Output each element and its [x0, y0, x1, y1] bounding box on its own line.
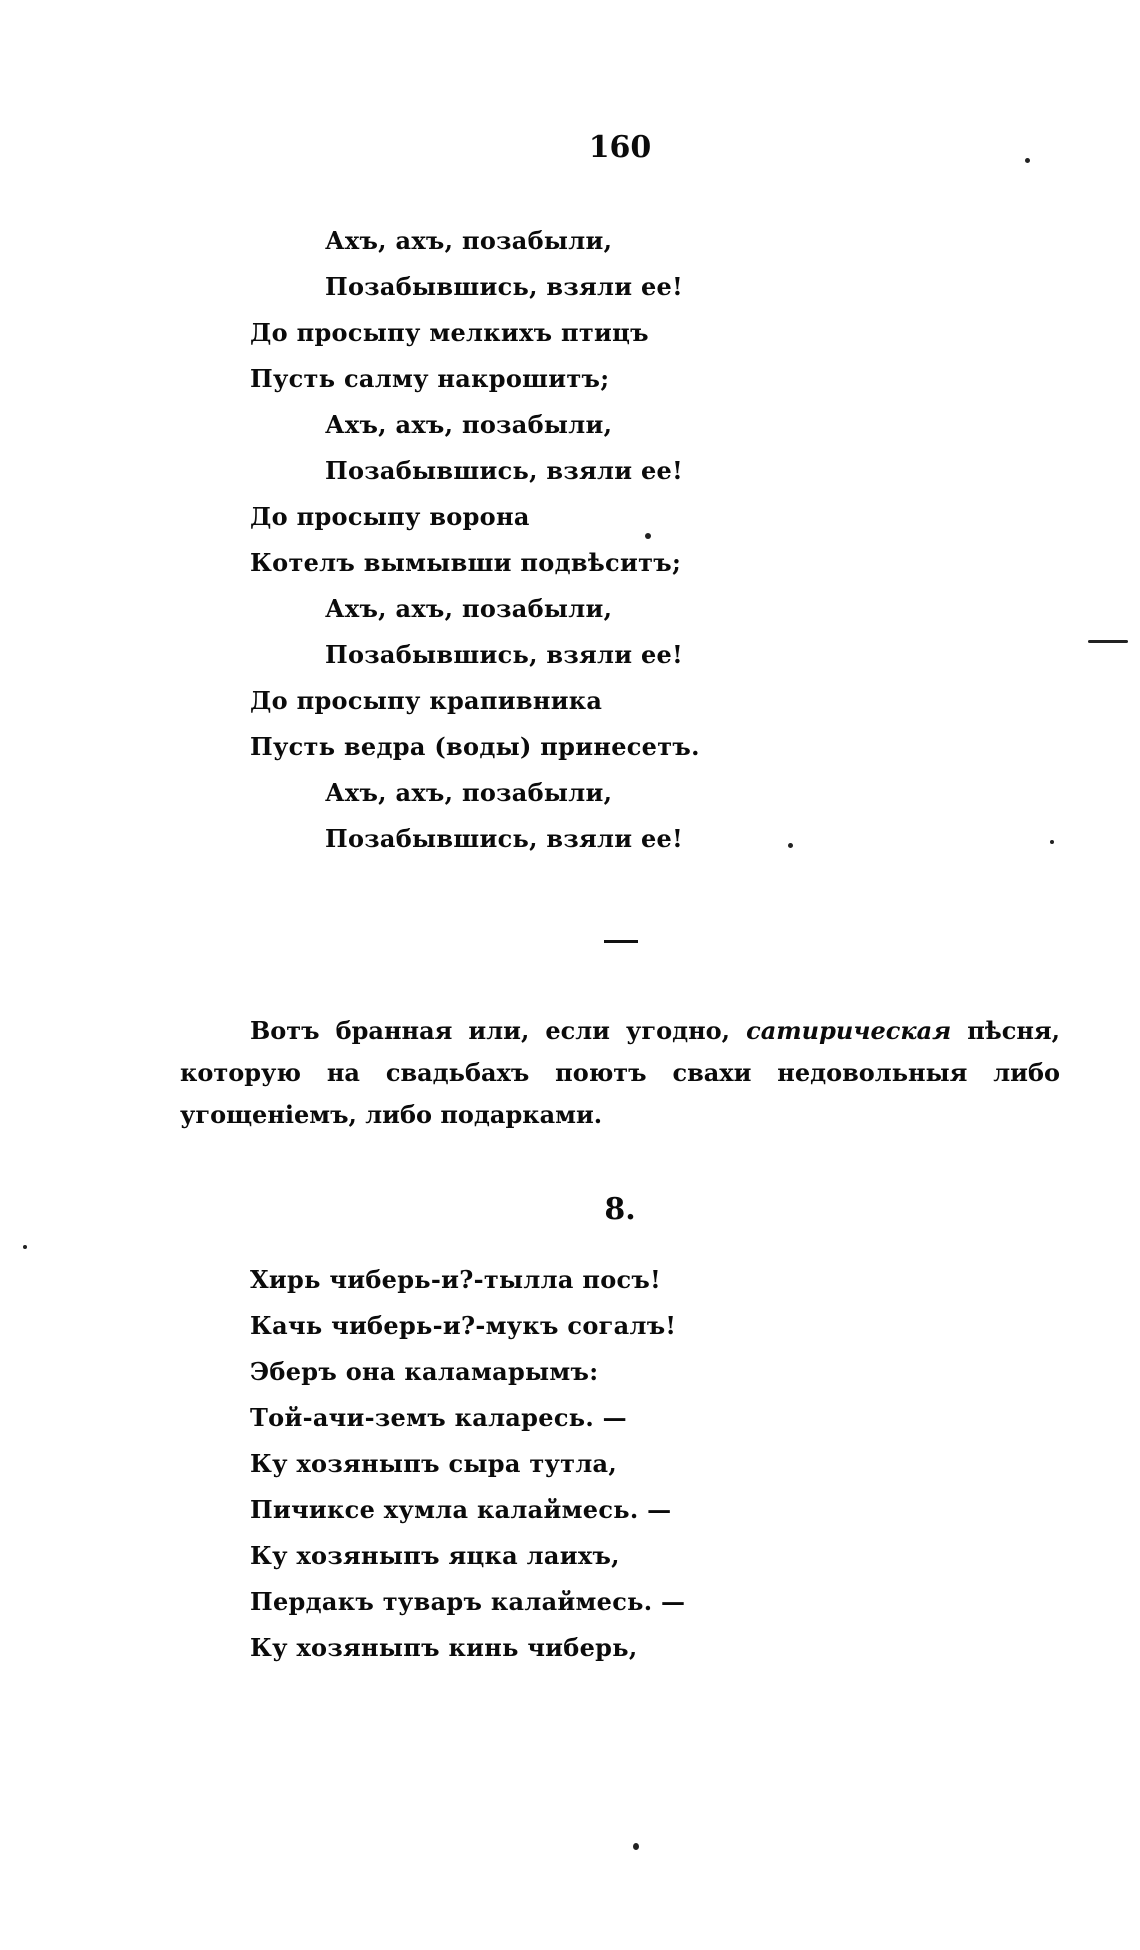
- verse-line: Пусть салму накрошитъ;: [250, 364, 610, 393]
- prose-paragraph: [180, 1010, 1060, 1136]
- section-number: 8.: [604, 1192, 636, 1227]
- verse-line: Пердакъ туваръ калаймесь. —: [250, 1587, 686, 1616]
- verse-line: Ахъ, ахъ, позабыли,: [325, 778, 613, 807]
- scan-speck: [788, 843, 793, 848]
- prose-text-before: Вотъ бранная или, если угодно,: [250, 1016, 747, 1045]
- verse-line: Позабывшись, взяли ее!: [325, 824, 683, 853]
- verse-line: Ку хозяныпъ сыра тутла,: [250, 1449, 618, 1478]
- page-number: 160: [588, 130, 652, 165]
- verse-line: Эберъ она каламарымъ:: [250, 1357, 599, 1386]
- verse-line: Ахъ, ахъ, позабыли,: [325, 594, 613, 623]
- prose-text-after: пѣсня, которую на свадьбахъ поютъ свахи недовольныя либо угощеніемъ, либо подарками.: [180, 1016, 1061, 1129]
- verse-block-2: [250, 1257, 770, 1671]
- verse-line: Позабывшись, взяли ее!: [325, 272, 683, 301]
- verse-line: Пичиксе хумла калаймесь. —: [250, 1495, 672, 1524]
- scan-speck: [1088, 640, 1128, 643]
- verse-line: Ахъ, ахъ, позабыли,: [325, 410, 613, 439]
- verse-line: Пусть ведра (воды) принесетъ.: [250, 732, 700, 761]
- verse-line: Качь чиберь-и?-мукъ согалъ!: [250, 1311, 677, 1340]
- verse-line: Той-ачи-земъ каларесь. —: [250, 1403, 627, 1432]
- section-separator: [604, 940, 638, 943]
- scan-speck: [1025, 158, 1030, 163]
- verse-block-1: [250, 218, 770, 862]
- verse-line: До просыпу мелкихъ птицъ: [250, 318, 649, 347]
- scan-speck: [645, 533, 651, 539]
- verse-line: Хирь чиберь-и?-тылла посъ!: [250, 1265, 661, 1294]
- verse-line: Котелъ вымывши подвѣситъ;: [250, 548, 682, 577]
- scan-speck: [633, 1843, 639, 1850]
- verse-line: До просыпу ворона: [250, 502, 530, 531]
- verse-line: Позабывшись, взяли ее!: [325, 456, 683, 485]
- verse-line: Позабывшись, взяли ее!: [325, 640, 683, 669]
- scan-speck: [23, 1245, 27, 1249]
- verse-line: Ку хозяныпъ яцка лаихъ,: [250, 1541, 620, 1570]
- scan-speck: [1050, 840, 1054, 844]
- verse-line: До просыпу крапивника: [250, 686, 603, 715]
- verse-line: Ку хозяныпъ кинь чиберь,: [250, 1633, 638, 1662]
- verse-line: Ахъ, ахъ, позабыли,: [325, 226, 613, 255]
- prose-italic-term: сатирическая: [746, 1016, 952, 1045]
